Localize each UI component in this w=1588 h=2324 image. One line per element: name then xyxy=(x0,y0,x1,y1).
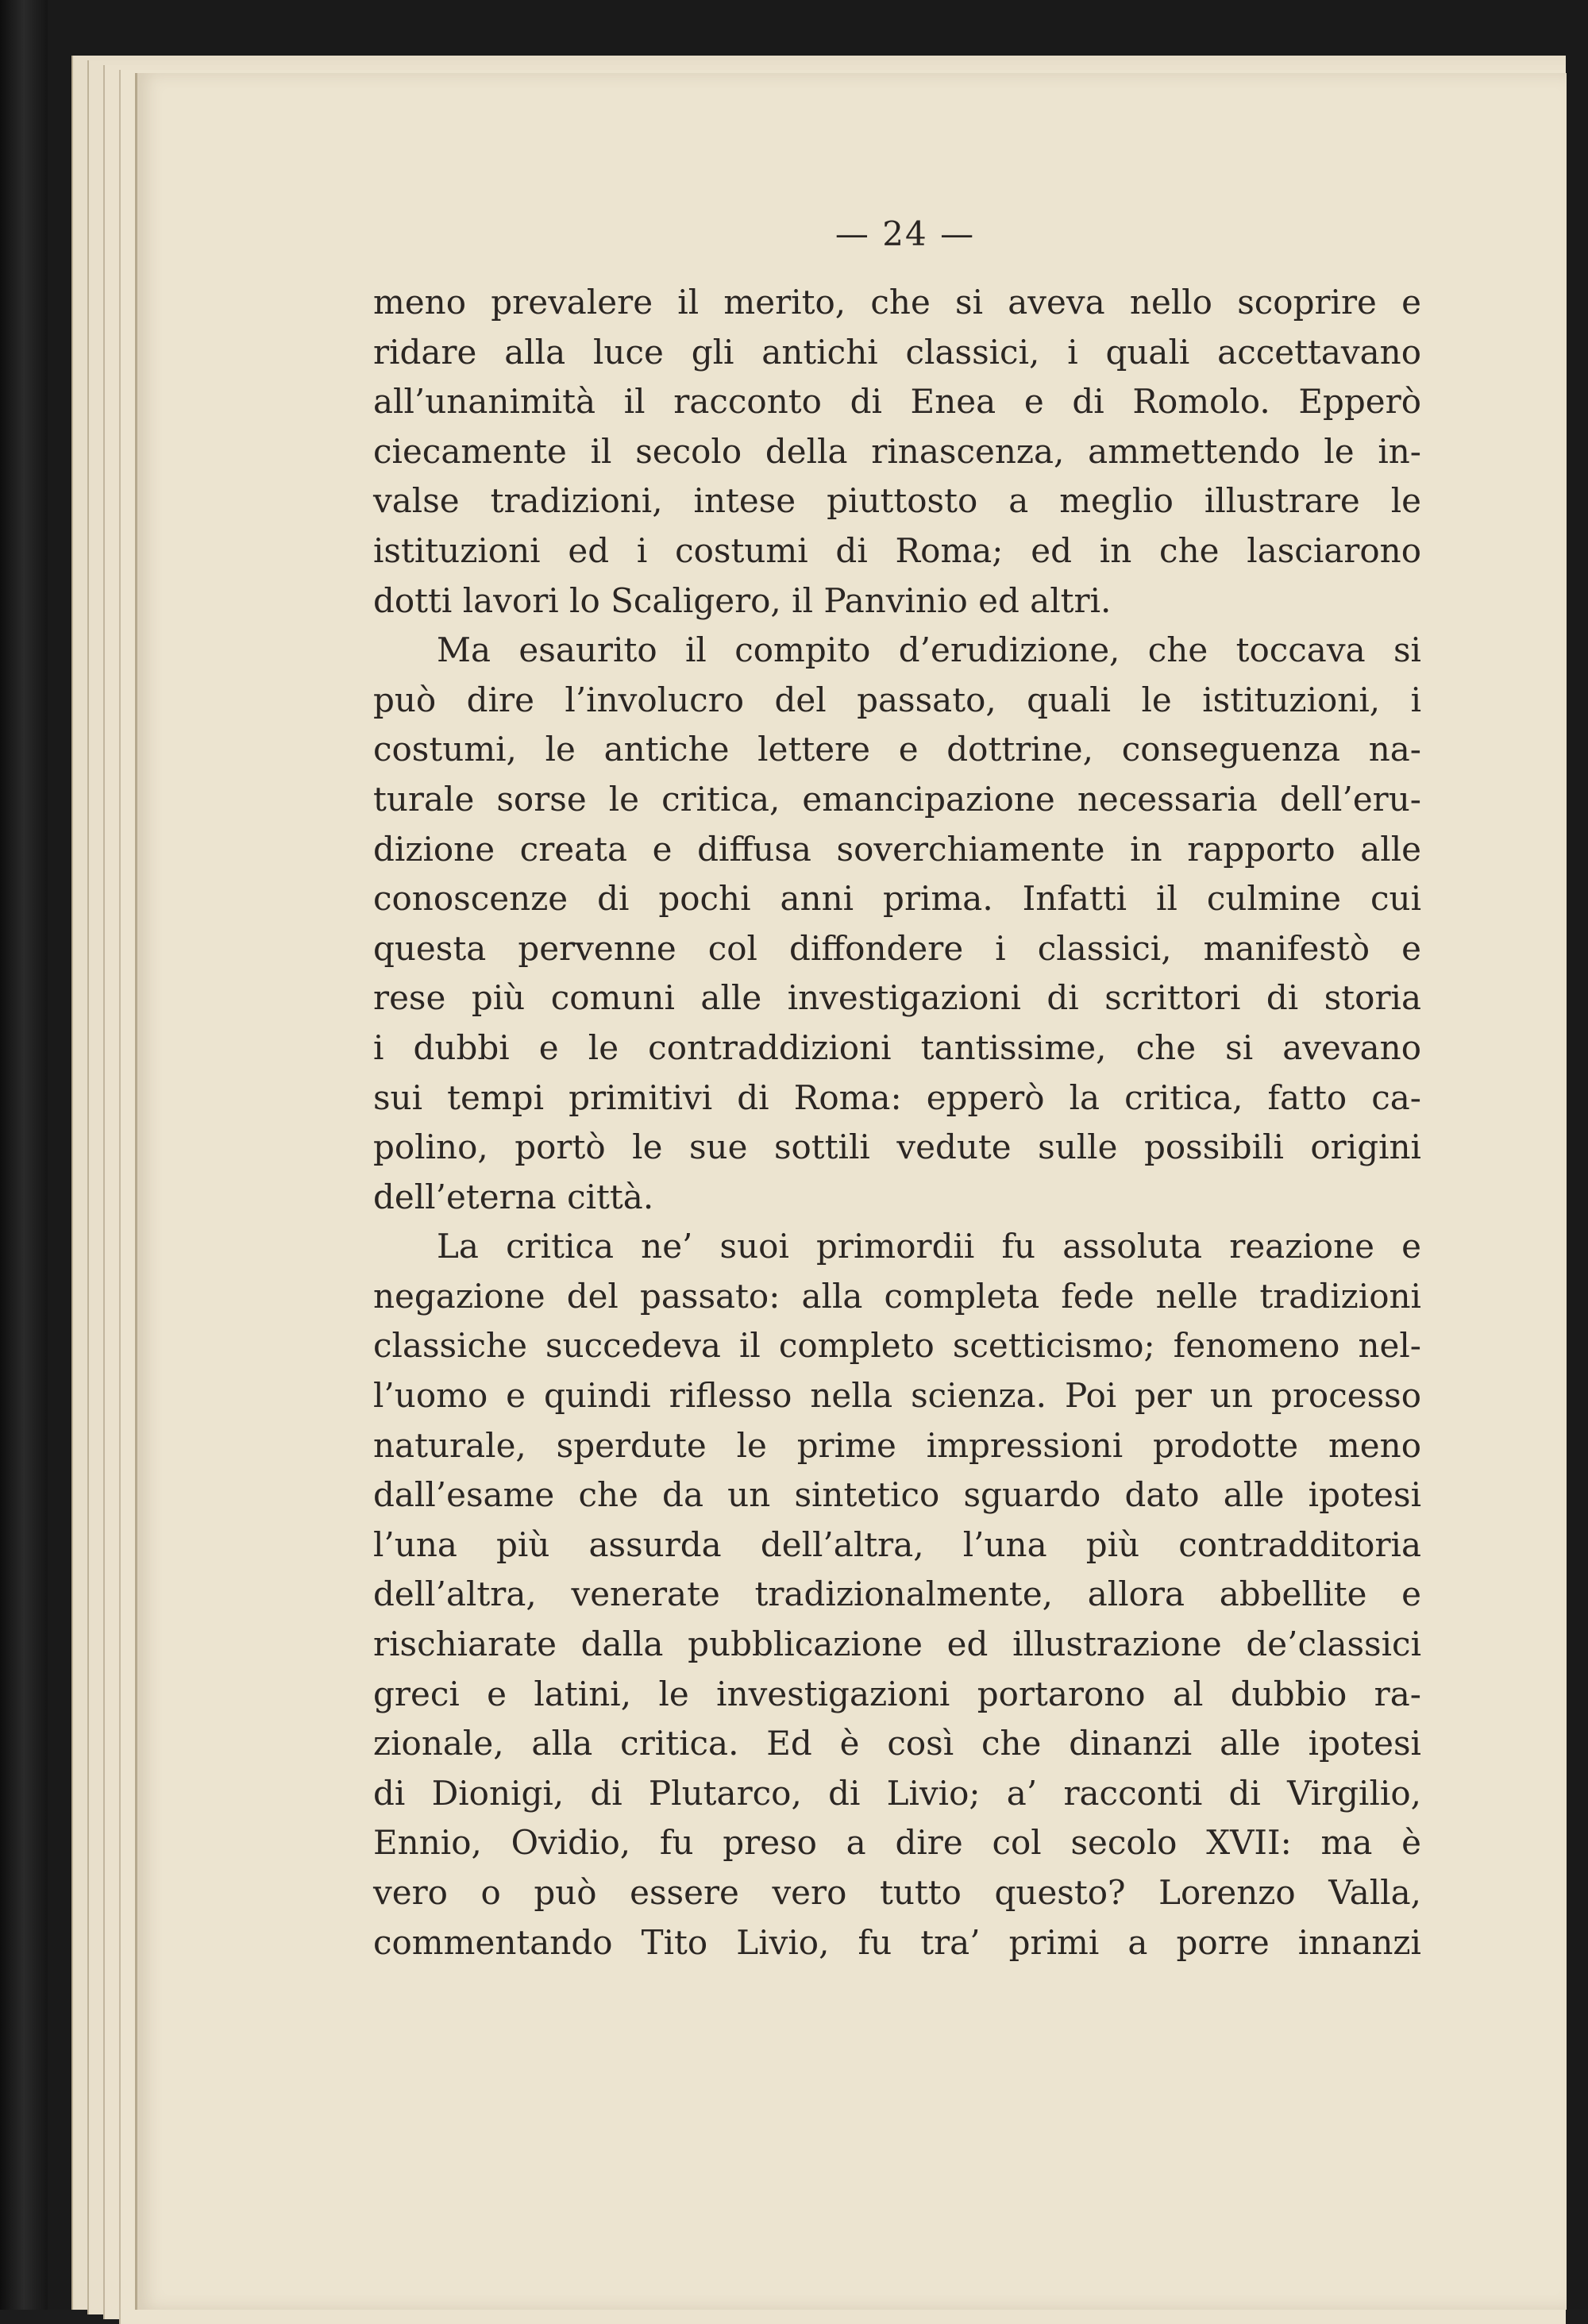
text-line: all’unanimità il racconto di Enea e di Romolo. Epperò xyxy=(373,382,1421,422)
page-number: — 24 — xyxy=(834,214,976,253)
book-cover-edge xyxy=(0,0,48,2310)
text-line: dell’altra, venerate tradizionalmente, allora abbellite e xyxy=(373,1574,1421,1614)
text-line: Ennio, Ovidio, fu preso a dire col secolo XVII: ma è xyxy=(373,1823,1421,1863)
text-line: dall’esame che da un sintetico sguardo dato alle ipotesi xyxy=(373,1475,1421,1515)
text-line: costumi, le antiche lettere e dottrine, conseguenza na- xyxy=(373,730,1421,769)
text-line: conoscenze di pochi anni prima. Infatti il culmine cui xyxy=(373,879,1421,919)
text-line: dizione creata e diffusa soverchiamente in rapporto alle xyxy=(373,829,1421,869)
text-line: polino, portò le sue sottili vedute sulle possibili origini xyxy=(373,1127,1421,1167)
text-line: questa pervenne col diffondere i classici, manifestò e xyxy=(373,928,1421,968)
text-line: ridare alla luce gli antichi classici, i quali accettavano xyxy=(373,332,1421,372)
body-text xyxy=(373,278,1421,1967)
text-line: sui tempi primitivi di Roma: epperò la critica, fatto ca- xyxy=(373,1077,1421,1117)
text-line: rese più comuni alle investigazioni di scrittori di storia xyxy=(373,978,1421,1018)
text-line: dotti lavori lo Scaligero, il Panvinio ed altri. xyxy=(373,580,1112,620)
text-line: i dubbi e le contraddizioni tantissime, che si avevano xyxy=(373,1027,1421,1067)
text-line: greci e latini, le investigazioni portarono al dubbio ra- xyxy=(373,1674,1421,1713)
text-line: l’uomo e quindi riflesso nella scienza. Poi per un processo xyxy=(373,1376,1421,1416)
text-line: meno prevalere il merito, che si aveva nello scoprire e xyxy=(373,283,1421,322)
text-line: negazione del passato: alla completa fede nelle tradizioni xyxy=(373,1276,1421,1316)
text-line: ciecamente il secolo della rinascenza, ammettendo le in- xyxy=(373,431,1421,471)
text-line: istituzioni ed i costumi di Roma; ed in che lasciarono xyxy=(373,530,1421,570)
text-line: l’una più assurda dell’altra, l’una più contradditoria xyxy=(373,1524,1421,1564)
text-line: valse tradizioni, intese piuttosto a meglio illustrare le xyxy=(373,481,1421,521)
text-line: naturale, sperdute le prime impressioni prodotte meno xyxy=(373,1425,1421,1465)
text-line: Ma esaurito il compito d’erudizione, che toccava si xyxy=(437,630,1421,670)
text-line: vero o può essere vero tutto questo? Lorenzo Valla, xyxy=(373,1873,1421,1912)
text-line: di Dionigi, di Plutarco, di Livio; a’ racconti di Virgilio, xyxy=(373,1773,1421,1813)
text-line: turale sorse le critica, emancipazione necessaria dell’eru- xyxy=(373,779,1421,819)
text-line: dell’eterna città. xyxy=(373,1177,654,1216)
text-line: La critica ne’ suoi primordii fu assoluta reazione e xyxy=(437,1227,1421,1266)
text-line: rischiarate dalla pubblicazione ed illustrazione de’classici xyxy=(373,1624,1421,1664)
text-line: può dire l’involucro del passato, quali le istituzioni, i xyxy=(373,680,1421,719)
text-line: zionale, alla critica. Ed è così che dinanzi alle ipotesi xyxy=(373,1724,1421,1763)
text-line: classiche succedeva il completo scetticismo; fenomeno nel- xyxy=(373,1326,1421,1366)
text-line: commentando Tito Livio, fu tra’ primi a porre innanzi xyxy=(373,1922,1421,1962)
